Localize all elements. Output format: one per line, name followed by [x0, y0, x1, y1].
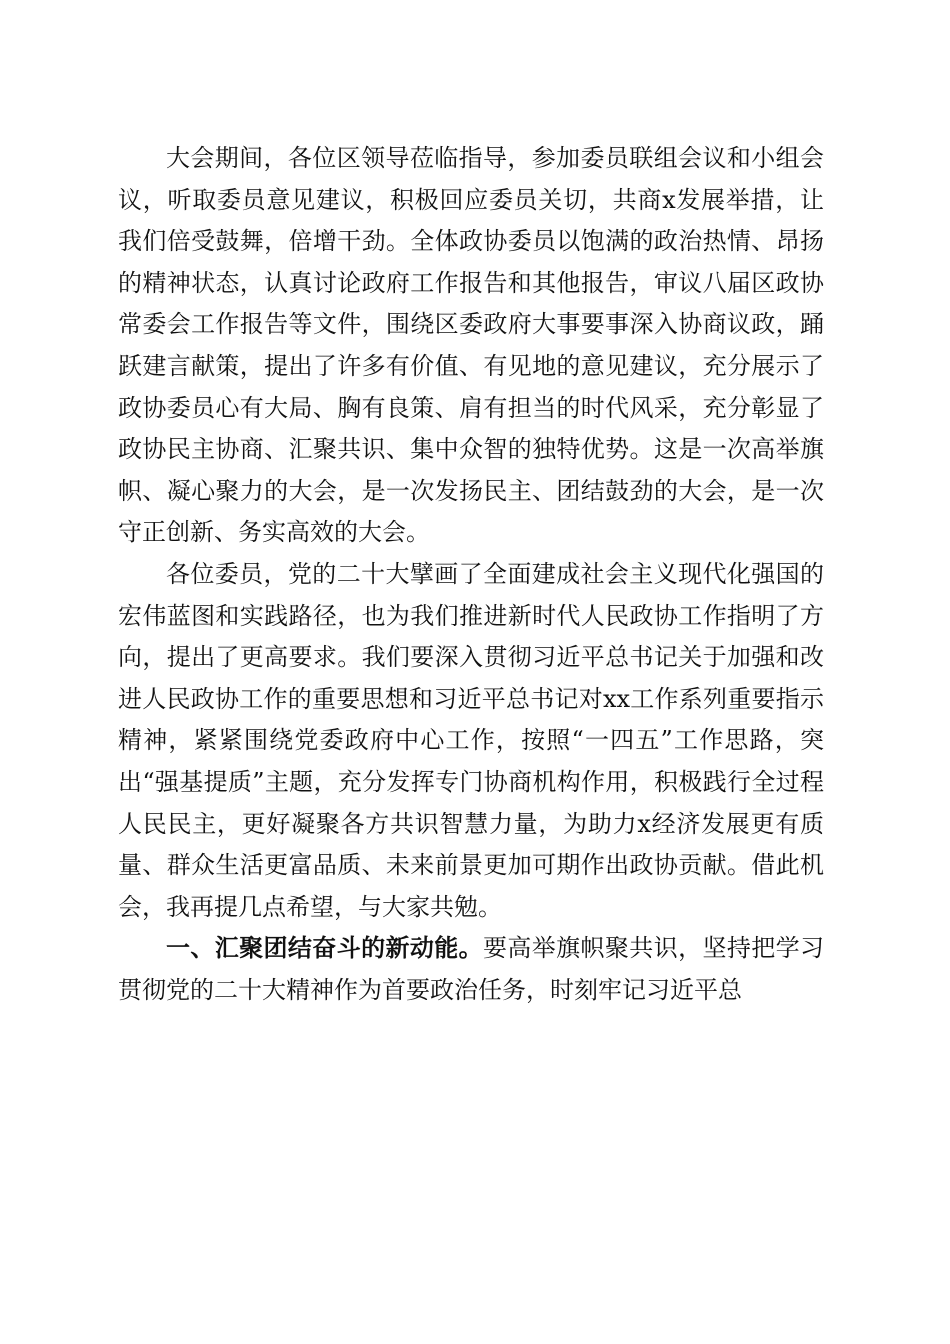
- paragraph-section-1: [118, 928, 824, 1011]
- section-1-body: 要高举旗帜聚共识，坚持把学习贯彻党的二十大精神作为首要政治任务，时刻牢记习近平总: [118, 934, 824, 1004]
- section-1-heading: 一、汇聚团结奋斗的新动能。: [166, 934, 483, 963]
- paragraph-committee-address: 各位委员，党的二十大擘画了全面建成社会主义现代化强国的宏伟蓝图和实践路径，也为我们推进新时代人民政协工作指明了方向，提出了更高要求。我们要深入贯彻习近平总书记关于加强和改进人民政协工作的重要思想和习近平总书记对xx工作系列重要指示精神，紧紧围绕党委政府中心工作，按照“一四五”工作思路，突出“强基提质”主题，充分发挥专门协商机构作用，积极践行全过程人民民主，更好凝聚各方共识智慧力量，为助力x经济发展更有质量、群众生活更富品质、未来前景更加可期作出政协贡献。借此机会，我再提几点希望，与大家共勉。: [118, 559, 824, 921]
- document-body: [118, 138, 824, 1011]
- paragraph-meeting-summary: 大会期间，各位区领导莅临指导，参加委员联组会议和小组会议，听取委员意见建议，积极回应委员关切，共商x发展举措，让我们倍受鼓舞，倍增干劲。全体政协委员以饱满的政治热情、昂扬的精神状态，认真讨论政府工作报告和其他报告，审议八届区政协常委会工作报告等文件，围绕区委政府大事要事深入协商议政，踊跃建言献策，提出了许多有价值、有见地的意见建议，充分展示了政协委员心有大局、胸有良策、肩有担当的时代风采，充分彰显了政协民主协商、汇聚共识、集中众智的独特优势。这是一次高举旗帜、凝心聚力的大会，是一次发扬民主、团结鼓劲的大会，是一次守正创新、务实高效的大会。: [118, 144, 824, 547]
